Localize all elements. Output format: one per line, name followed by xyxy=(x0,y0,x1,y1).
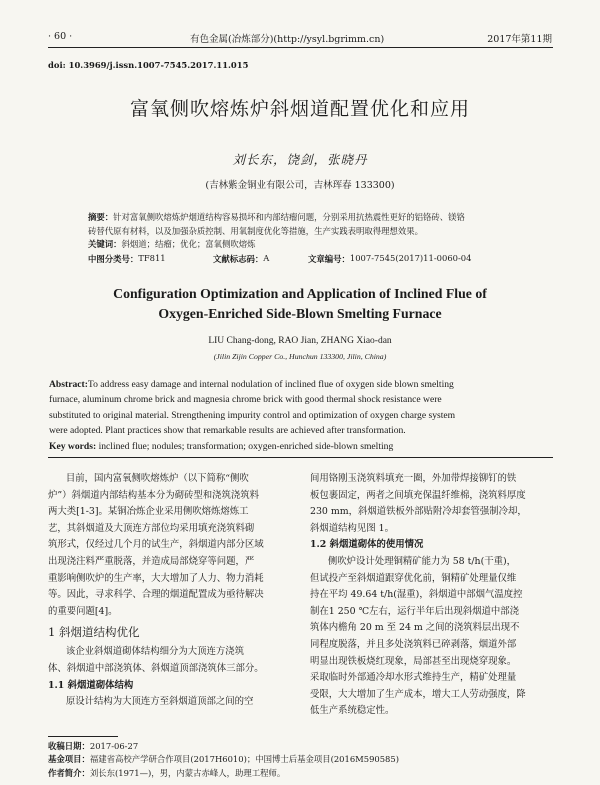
abstract-en-line: To address easy damage and internal nodulation of inclined flue of oxygen side blown smelting xyxy=(87,379,454,390)
classification-row xyxy=(88,253,520,265)
clc-code: TF811 xyxy=(138,253,166,263)
affiliation-cn: (吉林紫金铜业有限公司，吉林珲春 133300) xyxy=(205,180,395,191)
title-en-line: Oxygen-Enriched Side-Blown Smelting Furnace xyxy=(158,306,442,321)
body-line: 该企业斜烟道砌体结构细分为大顶连方浇筑 xyxy=(65,646,244,658)
abstract-cn-line: 针对富氧侧吹熔炼炉烟道结构容易损坏和内部结瘤问题，分别采用抗热震性更好的铝铬砖、镁铬 xyxy=(113,212,465,222)
keywords-en-label: Key words: xyxy=(49,440,97,452)
body-line: 同程度脱落，并且多处浇筑料已碎剥落，烟道外部 xyxy=(310,638,517,650)
doi-line: doi: 10.3969/j.issn.1007-7545.2017.11.015 xyxy=(48,60,249,70)
footnotes xyxy=(48,740,553,780)
body-line: 斜烟道结构见图 1。 xyxy=(310,522,394,534)
body-line: 230 mm，斜烟道铁板外部贴附冷却套管强制冷却， xyxy=(310,506,527,518)
abstract-en xyxy=(49,377,553,454)
body-line: 炉”）斜烟道内部结构基本分为砌砖型和浇筑浇筑料 xyxy=(48,489,260,501)
issue-label: 2017年第11期 xyxy=(487,34,552,45)
body-line: 重影响侧吹炉的生产率，大大增加了人力、物力消耗 xyxy=(48,572,264,584)
abstract-en-line: furnace, aluminum chrome brick and magnesia chrome brick with good thermal shock resistance were xyxy=(49,394,442,406)
body-line: 低生产系统稳定性。 xyxy=(310,705,395,717)
body-line: 间用铬刚玉浇筑料填充一圈，外加带焊接铆钉的铁 xyxy=(310,473,517,484)
author-bio-label: 作者简介： xyxy=(48,767,90,778)
received-label: 收稿日期： xyxy=(48,741,90,751)
received-date: 2017-06-27 xyxy=(89,741,139,751)
article-no-label: 文章编号： xyxy=(308,254,350,264)
page-number: · 60 · xyxy=(48,31,73,42)
body-line: 艺，其斜烟道及大顶连方部位均采用填充浇筑料砌 xyxy=(48,522,255,534)
authors-en: LIU Chang-dong, RAO Jian, ZHANG Xiao-dan xyxy=(208,336,392,346)
keywords-cn: 斜烟道；结瘤；优化；富氧侧吹熔炼 xyxy=(121,239,256,249)
body-line: 原设计结构为大顶连方至斜烟道顶部之间的空 xyxy=(65,696,254,708)
body-line: 板包裹固定，两者之间填充保温纤维棉，浇筑料厚度 xyxy=(310,489,526,501)
abstract-cn xyxy=(88,211,520,252)
abstract-cn-line: 砖替代原有材料，以及加强杂质控制、用氧制度优化等措施，生产实践表明取得理想效果。 xyxy=(88,225,423,236)
clc-label: 中图分类号： xyxy=(88,254,139,264)
doc-code: A xyxy=(263,253,270,263)
body-line: 但试投产至斜烟道跟穿优化前，铜精矿处理量仅维 xyxy=(310,572,517,584)
body-line: 等。因此，寻求科学、合理的烟道配置成为亟待解决 xyxy=(48,589,264,601)
fund-label: 基金项目： xyxy=(48,754,90,765)
body-line: 目前，国内富氧侧吹熔炼炉（以下简称“侧吹 xyxy=(65,473,249,484)
body-line: 制在1 250 ℃左右，运行半年后出现斜烟道中部浇 xyxy=(310,605,520,617)
body-line: 出现浇注料严重脱落，并造成局部烧穿等问题，严 xyxy=(48,555,255,567)
abstract-en-line: substituted to original material. Strengthening impurity control and optimization of oxygen charge system xyxy=(49,409,456,421)
body-line: 的重要问题[4]。 xyxy=(48,605,118,617)
subsection-heading-1-1: 1.1 斜烟道砌体结构 xyxy=(48,679,134,691)
body-line: 受限，大大增加了生产成本，增大工人劳动强度，降 xyxy=(310,688,526,700)
body-line: 筑体内檐角 20 m 至 24 m 之间的浇筑料层出现不 xyxy=(310,622,520,634)
body-line: 两大类[1-3]。某铜冶炼企业采用侧吹熔炼熔炼工 xyxy=(48,506,249,518)
keywords-en: inclined flue; nodules; transformation; oxygen-enriched side-blown smelting xyxy=(98,440,394,452)
body-line: 筑形式，仅经过几个月的试生产，斜烟道内部分区域 xyxy=(48,539,264,551)
abstract-rule xyxy=(48,457,553,458)
body-line: 侧吹炉设计处理铜精矿能力为 58 t/h(干重)， xyxy=(327,555,517,567)
keywords-cn-label: 关键词： xyxy=(88,239,122,249)
body-line: 明显出现铁板烧红现象，局部甚至出现烧穿现象。 xyxy=(310,655,517,667)
authors-cn: 刘长东，饶剑，张晓丹 xyxy=(232,152,368,167)
body-line: 持在平均 49.64 t/h(湿重)，斜烟道中部烟气温度控 xyxy=(310,589,523,601)
body-line: 采取临时外部通冷却水形式维持生产，精矿处理量 xyxy=(310,672,517,684)
section-heading-1: 1 斜烟道结构优化 xyxy=(48,625,140,640)
affiliation-en: (Jilin Zijin Copper Co., Hunchun 133300, Jilin, China) xyxy=(213,352,387,361)
running-header xyxy=(0,31,600,45)
subsection-heading-1-2: 1.2 斜烟道砌体的使用情况 xyxy=(310,539,424,551)
title-cn: 富氧侧吹熔炼炉斜烟道配置优化和应用 xyxy=(129,98,470,120)
fund-text: 福建省高校产学研合作项目(2017H6010)；中国博士后基金项目(2016M590585) xyxy=(89,754,399,765)
left-column xyxy=(48,471,292,711)
author-bio: 刘长东(1971—)，男，内蒙古赤峰人，助理工程师。 xyxy=(89,767,286,778)
article-no: 1007-7545(2017)11-0060-04 xyxy=(349,253,472,263)
footnote-rule xyxy=(48,736,118,737)
journal-name: 有色金属(冶炼部分)(http://ysyl.bgrimm.cn) xyxy=(190,34,385,45)
abstract-en-line: were adopted. Plant practices show that remarkable results are achieved after transformation. xyxy=(49,425,406,437)
header-rule xyxy=(48,47,553,48)
right-column xyxy=(310,471,554,720)
doc-code-label: 文献标志码： xyxy=(213,254,264,264)
abstract-cn-label: 摘要： xyxy=(88,212,114,222)
abstract-en-label: Abstract: xyxy=(49,379,88,390)
body-line: 体、斜烟道中部浇筑体、斜烟道顶部浇筑体三部分。 xyxy=(48,662,264,674)
title-en xyxy=(0,284,600,324)
title-en-line: Configuration Optimization and Application of Inclined Flue of xyxy=(113,286,487,301)
